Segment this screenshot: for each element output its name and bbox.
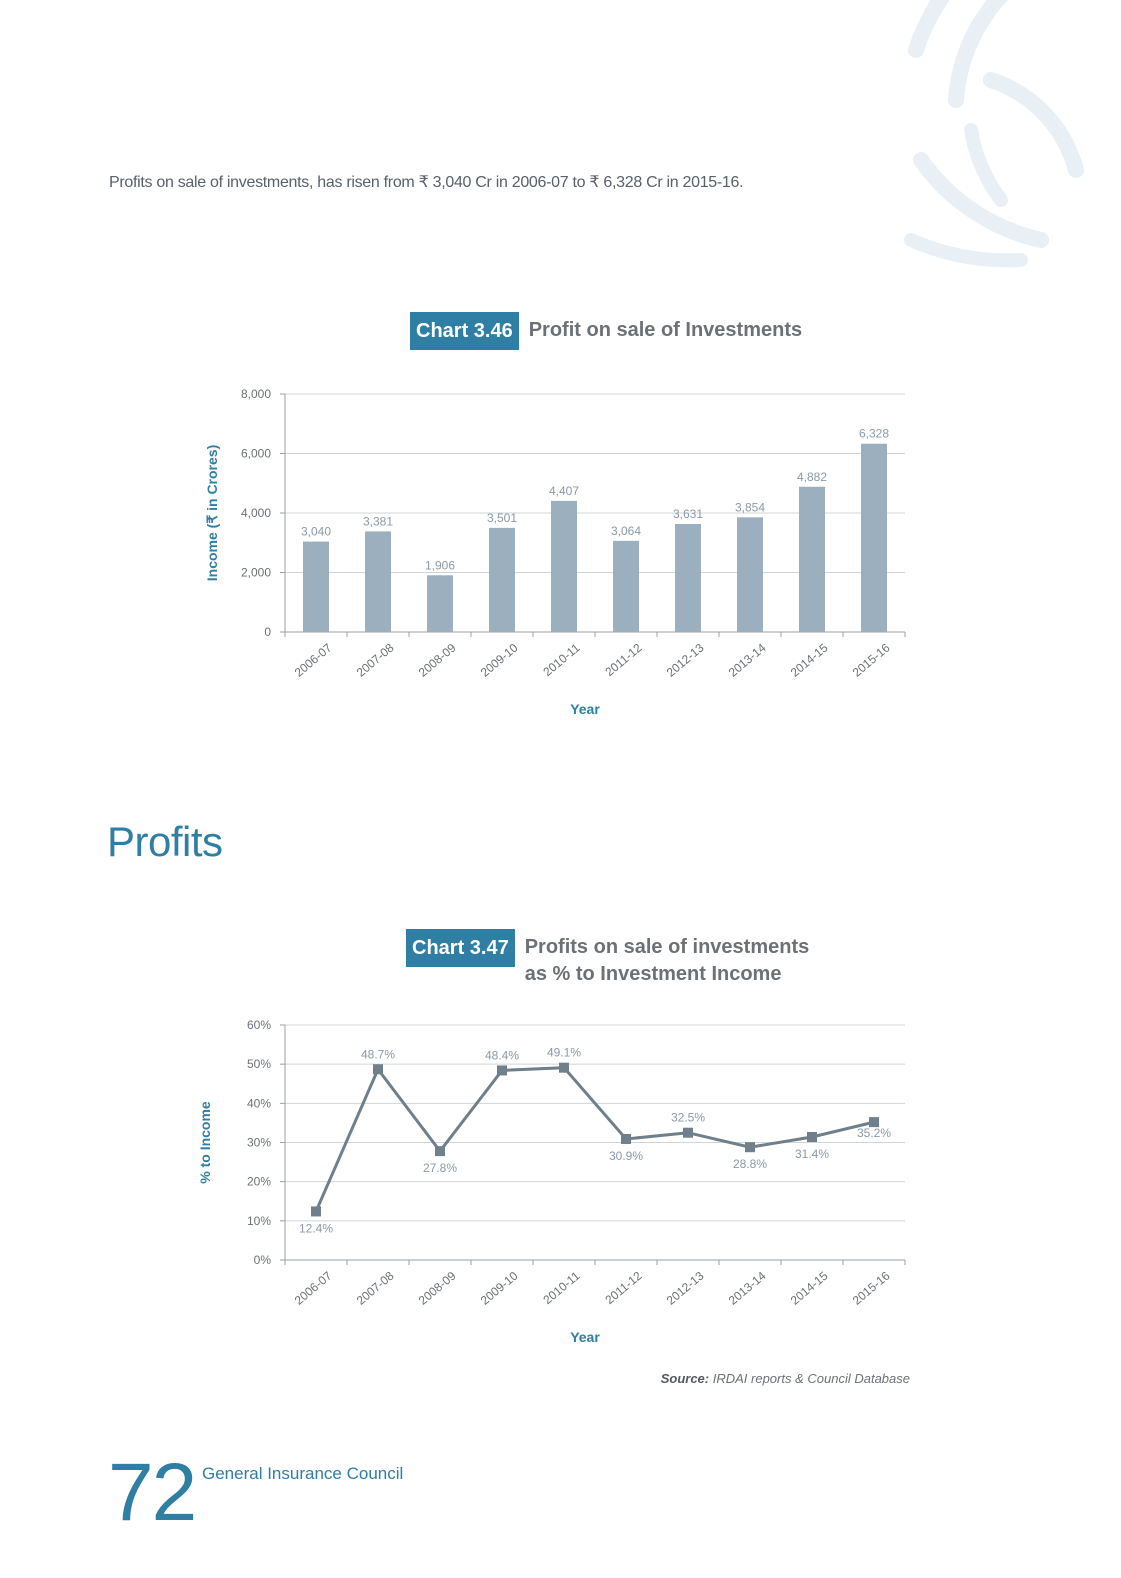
chart-347-badge: Chart 3.47 bbox=[406, 929, 515, 967]
bar-value-label: 3,381 bbox=[362, 514, 394, 529]
bar-chart-xtick-label: 2015-16 bbox=[849, 640, 893, 680]
bar-chart-xtick-label: 2009-10 bbox=[477, 640, 521, 680]
line-value-label: 48.4% bbox=[484, 1048, 520, 1063]
chart-346-badge: Chart 3.46 bbox=[410, 312, 519, 350]
bar-2009-10 bbox=[489, 528, 515, 632]
bar-2012-13 bbox=[675, 524, 701, 632]
bar-chart-ylabel: Income (₹ in Crores) bbox=[204, 444, 220, 582]
bar-2010-11 bbox=[551, 501, 577, 632]
source-label: Source: bbox=[660, 1371, 710, 1386]
line-point-2011-12 bbox=[621, 1134, 631, 1144]
line-value-label: 31.4% bbox=[794, 1147, 830, 1162]
line-chart-ytick-label: 0% bbox=[253, 1253, 271, 1267]
line-value-label: 27.8% bbox=[422, 1161, 458, 1176]
line-value-label: 48.7% bbox=[360, 1047, 396, 1062]
line-point-2012-13 bbox=[683, 1128, 693, 1138]
chart-347-caption-line2: as % to Investment Income bbox=[524, 963, 782, 985]
line-point-2010-11 bbox=[559, 1063, 569, 1073]
line-value-label: 30.9% bbox=[608, 1148, 644, 1163]
bar-chart-xtick-label: 2006-07 bbox=[291, 640, 335, 680]
line-chart-ytick-label: 50% bbox=[246, 1057, 271, 1072]
bar-2007-08 bbox=[365, 531, 391, 632]
bar-chart-xlabel: Year bbox=[570, 701, 600, 717]
bar-2011-12 bbox=[613, 541, 639, 632]
line-chart-xtick-label: 2009-10 bbox=[477, 1268, 521, 1308]
line-value-label: 12.4% bbox=[298, 1221, 334, 1236]
section-heading: Profits bbox=[107, 818, 223, 865]
bar-2013-14 bbox=[737, 517, 763, 632]
line-value-label: 49.1% bbox=[546, 1045, 582, 1060]
line-series-path bbox=[316, 1068, 874, 1212]
bar-chart-ytick-label: 6,000 bbox=[240, 446, 271, 461]
bar-chart-xtick-label: 2007-08 bbox=[353, 640, 397, 680]
line-chart-xtick-label: 2013-14 bbox=[725, 1268, 769, 1308]
line-chart-xtick-label: 2011-12 bbox=[602, 1268, 645, 1308]
bar-value-label: 3,854 bbox=[734, 500, 766, 515]
chart-347-title bbox=[406, 929, 809, 988]
bar-value-label: 1,906 bbox=[424, 558, 456, 573]
bar-chart-ytick-label: 4,000 bbox=[240, 506, 271, 520]
bar-value-label: 4,882 bbox=[796, 469, 828, 484]
line-chart-xtick-label: 2012-13 bbox=[663, 1268, 707, 1308]
line-chart-xlabel: Year bbox=[570, 1329, 600, 1345]
bar-2015-16 bbox=[861, 444, 887, 632]
bar-chart-xtick-label: 2008-09 bbox=[415, 640, 459, 680]
bar-value-label: 6,328 bbox=[858, 426, 890, 441]
bar-chart-ytick-label: 8,000 bbox=[240, 387, 271, 401]
bar-chart-profit-on-sale bbox=[0, 370, 1121, 730]
bar-chart-ytick-label: 2,000 bbox=[240, 565, 271, 580]
org-name: General Insurance Council bbox=[202, 1464, 404, 1483]
bar-2006-07 bbox=[303, 542, 329, 632]
chart-347-caption-line1: Profits on sale of investments bbox=[524, 936, 810, 958]
bar-value-label: 3,040 bbox=[300, 524, 332, 539]
bar-value-label: 4,407 bbox=[548, 483, 580, 498]
line-point-2013-14 bbox=[745, 1142, 755, 1152]
line-chart-ytick-label: 20% bbox=[246, 1174, 271, 1189]
intro-paragraph: Profits on sale of investments, has risen from ₹ 3,040 Cr in 2006-07 to ₹ 6,328 Cr in 2015-16. bbox=[109, 174, 744, 191]
line-chart-profit-percent bbox=[0, 1000, 1121, 1360]
bar-chart-xtick-label: 2010-11 bbox=[540, 640, 583, 680]
line-chart-ylabel: % to Income bbox=[197, 1101, 213, 1184]
line-chart-ytick-label: 40% bbox=[246, 1096, 271, 1111]
chart-346-title bbox=[410, 312, 802, 350]
line-chart-xtick-label: 2006-07 bbox=[291, 1268, 335, 1308]
line-chart-ytick-label: 10% bbox=[246, 1213, 271, 1228]
source-note bbox=[661, 1371, 910, 1386]
bar-chart-xtick-label: 2011-12 bbox=[602, 640, 645, 680]
line-value-label: 35.2% bbox=[856, 1126, 892, 1141]
bar-chart-xtick-label: 2013-14 bbox=[725, 640, 769, 680]
line-point-2007-08 bbox=[373, 1064, 383, 1074]
decorative-arcs bbox=[901, 0, 1121, 270]
source-text: IRDAI reports & Council Database bbox=[709, 1371, 910, 1386]
bar-chart-xtick-label: 2012-13 bbox=[663, 640, 707, 680]
line-value-label: 32.5% bbox=[670, 1110, 706, 1125]
chart-346-caption: Profit on sale of Investments bbox=[528, 319, 803, 341]
page-number: 72 bbox=[108, 1447, 196, 1538]
bar-chart-ytick-label: 0 bbox=[264, 625, 271, 639]
line-chart-xtick-label: 2014-15 bbox=[787, 1268, 831, 1308]
bar-value-label: 3,631 bbox=[672, 506, 704, 521]
line-point-2006-07 bbox=[311, 1206, 321, 1216]
line-value-label: 28.8% bbox=[732, 1157, 768, 1172]
line-chart-xtick-label: 2010-11 bbox=[540, 1268, 583, 1308]
line-point-2014-15 bbox=[807, 1132, 817, 1142]
bar-value-label: 3,064 bbox=[610, 523, 642, 538]
bar-value-label: 3,501 bbox=[486, 510, 518, 525]
line-point-2009-10 bbox=[497, 1065, 507, 1075]
chart-347-caption bbox=[515, 929, 810, 988]
line-chart-xtick-label: 2008-09 bbox=[415, 1268, 459, 1308]
line-chart-xtick-label: 2007-08 bbox=[353, 1268, 397, 1308]
bar-2014-15 bbox=[799, 487, 825, 632]
bar-2008-09 bbox=[427, 575, 453, 632]
line-point-2008-09 bbox=[435, 1146, 445, 1156]
line-chart-ytick-label: 60% bbox=[246, 1018, 271, 1032]
line-chart-ytick-label: 30% bbox=[246, 1135, 271, 1150]
line-chart-xtick-label: 2015-16 bbox=[849, 1268, 893, 1308]
bar-chart-xtick-label: 2014-15 bbox=[787, 640, 831, 680]
